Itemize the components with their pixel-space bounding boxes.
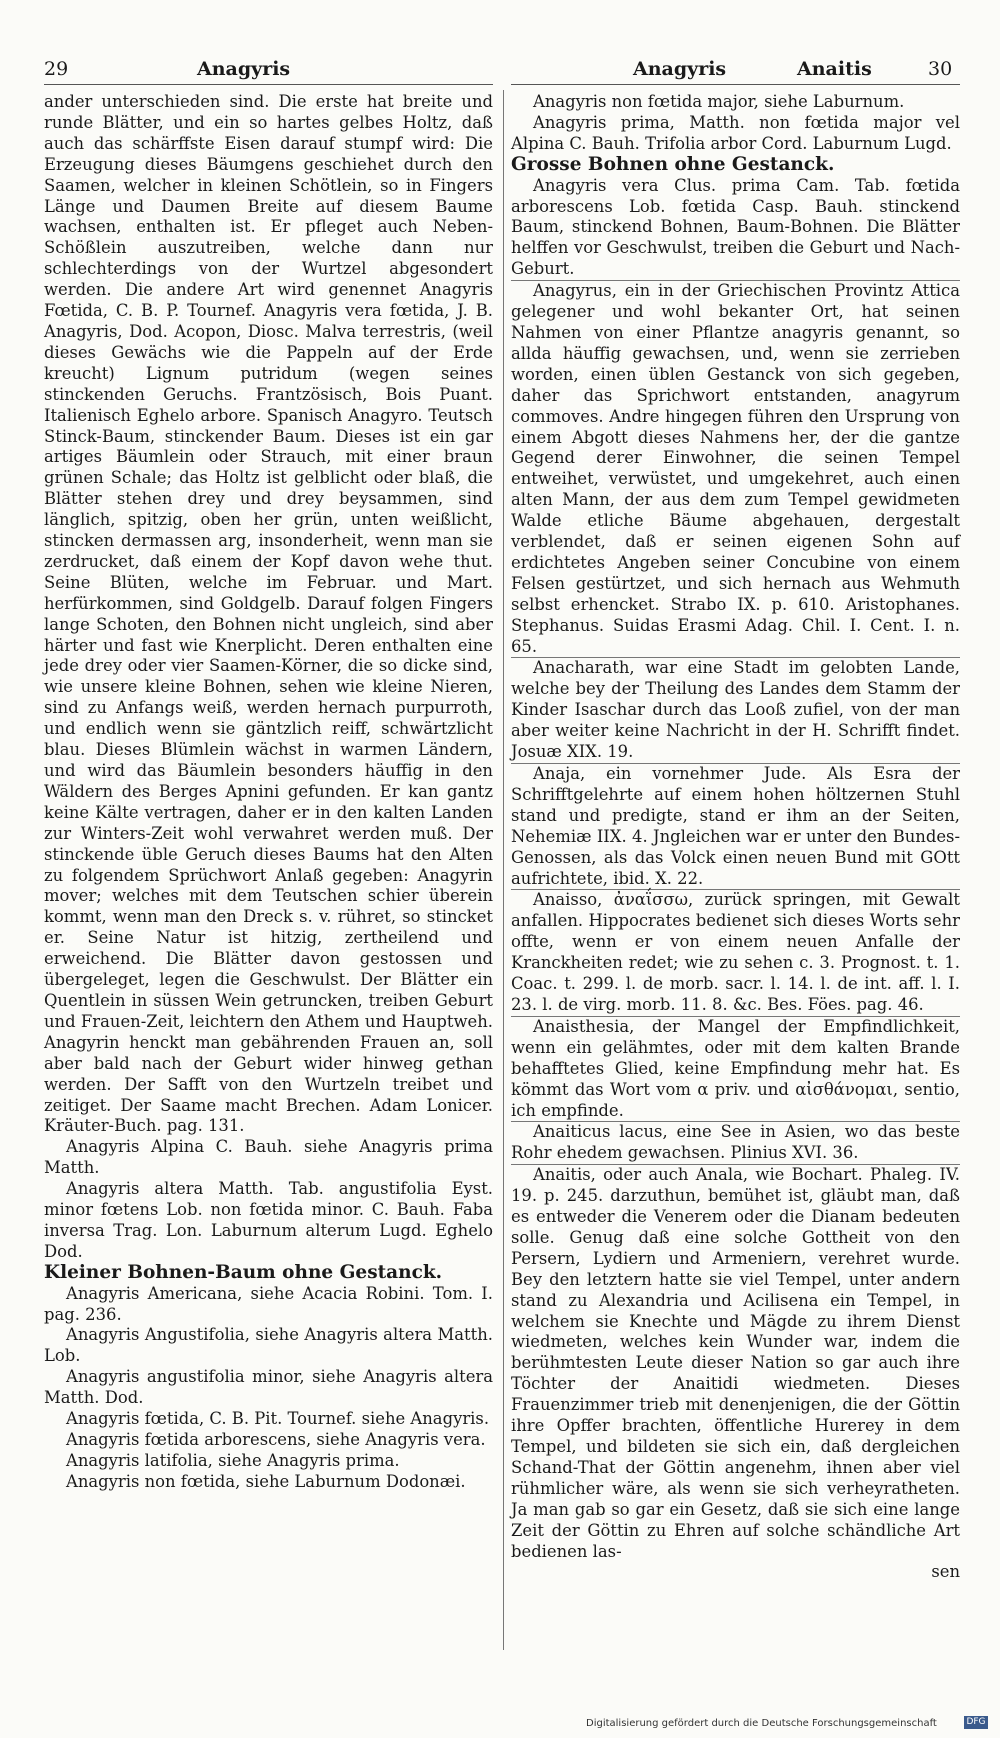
header-rule-left [44,84,493,85]
running-head-right-2: Anaitis [797,58,872,80]
paragraph: Anagyris Alpina C. Bauh. siehe Anagyris prima Matth. [44,1137,493,1178]
paragraph: ander unterschieden sind. Die erste hat breite und runde Blätter, und ein so hartes gelbes Holtz, daß auch das schärffste Eisen darauf stumpf wird: Die Erzeugung dieses Bäumgens geschiehet durch den Saamen, welcher in kleinen Schötlein, so in Fingers Länge und Daumen Breite auf diesem Baume wachsen, enthalten ist. Er pfleget auch Neben-Schößlein auszutreiben, welche dann nur schlechterdings von der Wurtzel abgesondert werden. Die andere Art wird genennet Anagyris Fœtida, C. B. P. Tournef. Anagyris vera fœtida, J. B. Anagyris, Dod. Acopon, Diosc. Malva terrestris, (weil dieses Gewächs wie die Pappeln auf der Erde kreucht) Lignum putridum (wegen seines stinckenden Geruchs. Frantzösisch, Bois Puant. Italienisch Eghelo arbore. Spanisch Anagyro. Teutsch Stinck-Baum, stinckender Baum. Dieses ist ein gar artiges Bäumlein oder Strauch, mit einer braun grünen Schale; das Holtz ist gelblicht oder blaß, die Blätter stehen drey und drey beysammen, sind länglich, spitzig, oben her grün, unten weißlicht, stincken dermassen arg, insonderheit, wenn man sie zerdrucket, daß einem der Kopf davon wehe thut. Seine Blüten, welche im Februar. und Mart. herfürkommen, sind Goldgelb. Darauf folgen Fingers lange Schoten, den Bohnen nicht ungleich, sind aber härter und fast wie Knerplicht. Deren enthalten eine jede drey oder vier Saamen-Körner, die so dicke sind, wie unsere kleine Bohnen, sehen wie kleine Nieren, sind zu Anfangs weiß, werden hernach purpurroth, und endlich wenn sie gäntzlich reiff, schwärtzlicht blau. Dieses Blümlein wächst in warmen Ländern, und wird das Bäumlein besonders häuffig in den Wäldern des Berges Apnini gefunden. Er kan gantz keine Kälte vertragen, daher er in den kalten Landen zur Winters-Zeit wohl verwahret werden muß. Der stinckende üble Geruch dieses Baums hat den Alten zu folgendem Sprüchwort Anlaß gegeben: Anagyrin mover; welches mit dem Teutschen schier überein kommt, wenn man den Dreck s. v. rühret, so stincket er. Seine Natur ist hitzig, zertheilend und erweichend. Die Blätter davon gestossen und übergeleget, legen die Geschwulst. Der Blätter ein Quentlein in süssen Wein getruncken, treiben Geburt und Frauen-Zeit, leichtern den Athem und Hauptweh. Anagyrin henckt man gebährenden Frauen an, soll aber bald nach der Geburt wider hinweg gethan werden. Der Safft von den Wurtzeln treibet und zeitiget. Der Saame macht Brechen. Adam Lonicer. Kräuter-Buch. pag. 131. [44,92,493,1136]
header-rule-right [511,84,960,85]
digitization-credit: Digitalisierung gefördert durch die Deutsche Forschungsgemeinschaft [586,1718,937,1729]
left-column [44,92,493,1493]
paragraph: Anagyris Americana, siehe Acacia Robini. Tom. I. pag. 236. [44,1283,493,1324]
paragraph: Anagyris altera Matth. Tab. angustifolia Eyst. minor fœtens Lob. non fœtida minor. C. Bauh. Faba inversa Trag. Lon. Laburnum alterum Lugd. Eghelo Dod. [44,1179,493,1261]
paragraph: Anacharath, war eine Stadt im gelobten Lande, welche bey der Theilung des Landes dem Stamm der Kinder Isaschar durch das Looß zufiel, von der man aber weiter keine Nachricht in der H. Schrifft findet. Josuæ XIX. 19. [511,658,960,762]
running-head-right-1: Anagyris [633,58,727,80]
paragraph: Grosse Bohnen ohne Gestanck. [511,153,835,175]
paragraph: Anaja, ein vornehmer Jude. Als Esra der Schrifftgelehrte auf einem hohen höltzernen Stuhl stand und predigte, stand er ihm an der Seiten, Nehemiæ IIX. 4. Jngleichen war er unter den Bundes-Genossen, als das Volck einen neuen Bund mit GOtt aufrichtete, ibid. X. 22. [511,764,960,888]
paragraph: Anagyris non fœtida, siehe Laburnum Dodonæi. [66,1471,466,1491]
paragraph: Anagyris angustifolia minor, siehe Anagyris altera Matth. Dod. [44,1367,493,1408]
right-column [511,92,960,1583]
paragraph: Anagyris prima, Matth. non fœtida major vel Alpina C. Bauh. Trifolia arbor Cord. Laburnum Lugd. [511,112,960,153]
paragraph: Anagyris fœtida arborescens, siehe Anagyris vera. [66,1430,486,1449]
column-divider [503,90,504,1650]
paragraph: Anaisso, ἀναΐσσω, zurück springen, mit Gewalt anfallen. Hippocrates bedienet sich dieses Worts sehr offte, wenn er von einem neuen Anfalle der Kranckheiten redet; wie zu sehen c. 3. Prognost. t. 1. Coac. t. 299. l. de morb. sacr. l. 14. l. de int. aff. l. I. 23. l. de virg. morb. 11. 8. &c. Bes. Föes. pag. 46. [511,890,960,1014]
paragraph: Anagyris Angustifolia, siehe Anagyris altera Matth. Lob. [44,1325,493,1366]
running-head-left: Anagyris [197,58,291,80]
paragraph: Anaitis, oder auch Anala, wie Bochart. Phaleg. IV. 19. p. 245. darzuthun, bemühet ist, gläubt man, daß es entweder die Venerem oder die Dianam bedeuten solle. Genug daß eine solche Gottheit von den Persern, Lydiern und Armeniern, verehret wurde. Bey den letztern hatte sie viel Tempel, unter andern stand zu Alexandria und Acilisena ein Tempel, in welchem sie Knechte und Mägde zu ihrem Dienst wiedmeten, welches kein Wunder war, indem die berühmtesten Leute dieser Nation so gar auch ihre Töchter der Anaitidi wiedmeten. Dieses Frauenzimmer trieb mit denenjenigen, die der Göttin ihre Opffer brachten, öffentliche Hurerey in dem Tempel, und bildeten sie sich ein, daß dergleichen Schand-That der Göttin angenehm, ihnen aber viel rühmlicher wäre, als wenn sie sich verheyratheten. Ja man gab so gar ein Gesetz, daß sie sich eine lange Zeit der Göttin zu Ehren auf solche schändliche Art bedienen las- [511,1165,960,1561]
paragraph: sen [931,1562,960,1582]
paragraph: Anagyris fœtida, C. B. Pit. Tournef. siehe Anagyris. [66,1409,490,1429]
paragraph: Anaiticus lacus, eine See in Asien, wo das beste Rohr ehedem gewachsen. Plinius XVI. 36. [511,1122,960,1163]
paragraph: Anagyris non fœtida major, siehe Laburnum. [533,92,905,111]
page-number-right: 30 [928,58,953,80]
paragraph: Anaisthesia, der Mangel der Empfindlichkeit, wenn ein gelähmtes, oder mit dem kalten Brande behafftetes Glied, keine Empfindung mehr hat. Es kömmt das Wort vom α priv. und αἰσθάνομαι, sentio, ich empfinde. [511,1016,960,1120]
paragraph: Anagyris vera Clus. prima Cam. Tab. fœtida arborescens Lob. fœtida Casp. Bauh. stinckend Baum, stinckend Bohnen, Baum-Bohnen. Die Blätter helffen vor Geschwulst, treiben die Geburt und Nach-Geburt. [511,175,960,279]
page-number-left: 29 [44,58,69,80]
paragraph: Anagyrus, ein in der Griechischen Provintz Attica gelegener und wohl bekanter Ort, hat seinen Nahmen von einer Pflantze anagyris genannt, so allda häuffig gewachsen, und, wenn sie zerrieben worden, einen üblen Gestanck von sich gegeben, daher das Sprichwort entstanden, anagyrum commoves. Andre hingegen führen den Ursprung von einem Abgott dieses Nahmens her, der die gantze Gegend derer Einwohner, die seinen Tempel entweihet, verwüstet, und umgekehret, auch einen alten Mann, der aus dem zum Tempel gewidmeten Walde etliche Bäume abgehauen, dergestalt verblendet, daß er seinen eigenen Sohn auf erdichtetes Angeben seiner Concubine von einem Felsen gestürtzet, und sich hernach aus Wehmuth selbst erhencket. Strabo IX. p. 610. Aristophanes. Stephanus. Suidas Erasmi Adag. Chil. I. Cent. I. n. 65. [511,281,960,656]
paragraph: Anagyris latifolia, siehe Anagyris prima. [66,1450,400,1470]
dfg-logo: DFG [964,1716,988,1729]
paragraph: Kleiner Bohnen-Baum ohne Gestanck. [44,1261,443,1283]
